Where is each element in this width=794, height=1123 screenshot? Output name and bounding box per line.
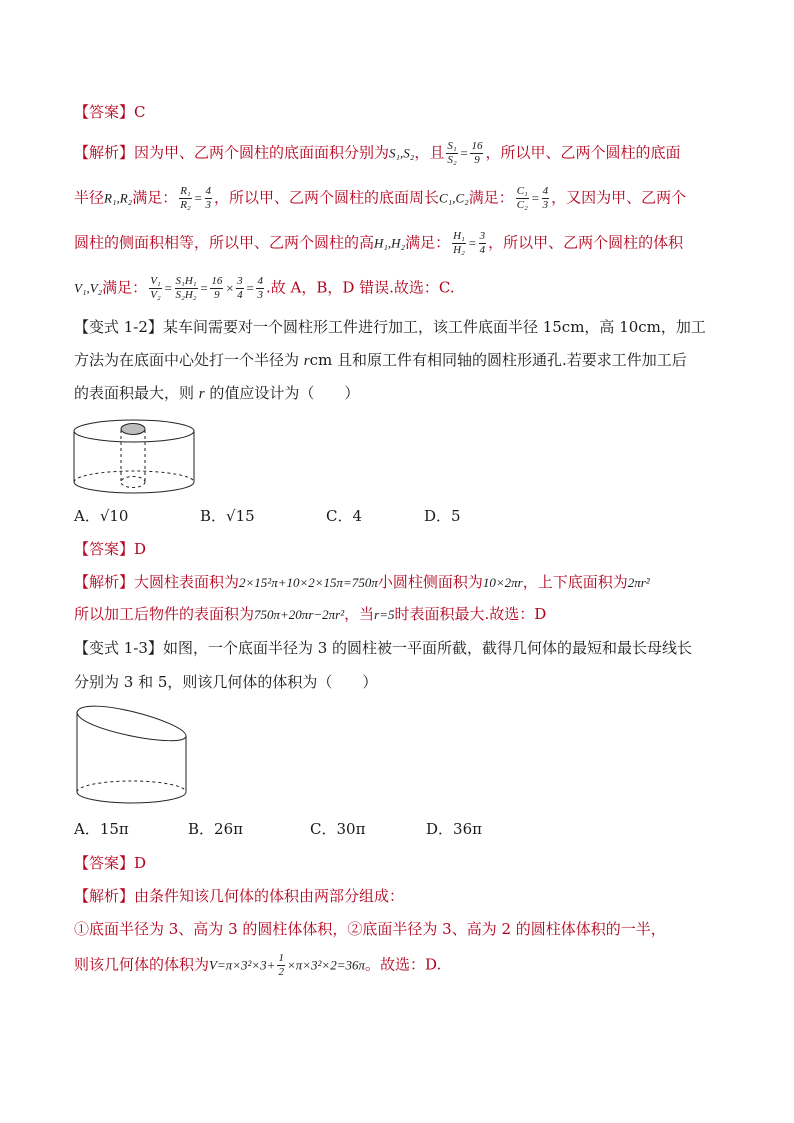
fraction: $\frac{\text{S₁}}{\text{S₂}}$ xyxy=(447,140,457,166)
analysis-text: ，所以甲、乙两个圆柱的底面周长 xyxy=(214,188,440,207)
analysis-text: 满足： xyxy=(405,233,451,252)
analysis-text: .故 A，B，D 错误.故选：C. xyxy=(265,278,455,297)
option-d[interactable]: D．36π xyxy=(426,820,482,838)
fraction: $\frac{4}{3}$ xyxy=(257,275,263,301)
analysis-line-4: V₁,V₂满足： $\frac{\text{V₁}}{\text{V₂}}$ = $\frac{\text{S₁H₁}}{\text{S₂H₂}}$ = $\frac{16}{9}$ × $\frac{3}{4}$ = $\frac{4}{3}$ .故 A，B，D 错误.故选：C. xyxy=(74,275,455,301)
answer-label: 【答案】 xyxy=(74,540,135,558)
analysis-text: 则该几何体的体积为 xyxy=(74,955,210,974)
analysis-text: ，所以甲、乙两个圆柱的底面 xyxy=(485,143,681,162)
options-row-2 xyxy=(74,818,482,840)
truncated-cylinder-figure xyxy=(74,700,190,810)
analysis-text: 所以加工后物件的表面积为 xyxy=(74,605,255,623)
math-expr: 750π+20πr−2πr² xyxy=(254,607,345,622)
option-d[interactable]: D．5 xyxy=(424,507,461,525)
fraction: $\frac{\text{H₁}}{\text{H₂}}$ xyxy=(453,230,465,256)
question-line-3 xyxy=(74,382,359,405)
answer-value: D xyxy=(134,854,147,872)
answer-label: 【答案】 xyxy=(74,854,135,872)
analysis-line-5 xyxy=(74,571,650,594)
options-row-1 xyxy=(74,505,461,527)
math-expr: r=5 xyxy=(374,607,395,622)
analysis-text: 满足： xyxy=(132,188,178,207)
analysis-line-7 xyxy=(74,885,404,907)
math-eq: = xyxy=(459,145,469,161)
fraction: $\frac{16}{9}$ xyxy=(471,140,483,166)
answer-value: C xyxy=(134,103,146,121)
option-c[interactable]: C．30π xyxy=(310,820,366,838)
fraction: $\frac{\text{R₁}}{\text{R₂}}$ xyxy=(180,185,191,211)
option-a[interactable]: A．√10 xyxy=(74,507,129,525)
question-text: 方法为在底面中心处打一个半径为 xyxy=(74,351,304,369)
option-c[interactable]: C．4 xyxy=(326,507,363,525)
question-text: 某车间需要对一个圆柱形工件进行加工，该工件底面半径 15cm，高 10cm，加工 xyxy=(162,318,706,336)
fraction: $\frac{3}{4}$ xyxy=(479,230,486,256)
analysis-text: 。故选：D. xyxy=(364,955,442,974)
analysis-text: 大圆柱表面积为 xyxy=(134,573,240,591)
math-vars: V₁,V₂ xyxy=(74,280,103,296)
answer-label: 【答案】 xyxy=(74,103,135,121)
analysis-text: ，上下底面积为 xyxy=(522,573,628,591)
analysis-label: 【解析】 xyxy=(74,143,135,162)
answer-value: D xyxy=(134,540,147,558)
math-vars: H₁,H₂ xyxy=(374,235,406,251)
question-text: 的值应设计为（ ） xyxy=(204,384,360,402)
question-label: 【变式 1-2】 xyxy=(74,318,163,336)
analysis-text: 时表面积最大.故选：D xyxy=(394,605,547,623)
question-line-5 xyxy=(74,671,377,693)
fraction: $\frac{\text{C₁}}{\text{C₂}}$ xyxy=(516,185,528,211)
option-a[interactable]: A．15π xyxy=(74,820,129,838)
question-line-2 xyxy=(74,349,687,372)
analysis-line-3: 圆柱的侧面积相等，所以甲、乙两个圆柱的高H₁,H₂满足： $\frac{\text{H₁}}{\text{H₂}}$ = $\frac{3}{4}$ ，所以甲、乙两个圆柱的体积 xyxy=(74,230,684,256)
math-expr: 10×2πr xyxy=(482,575,523,590)
analysis-text: ①底面半径为 3、高为 3 的圆柱体体积，②底面半径为 3、高为 2 的圆柱体体积的一半， xyxy=(74,920,666,938)
analysis-text: 满足： xyxy=(468,188,514,207)
math-vars: R₁,R₂ xyxy=(104,190,133,206)
question-line-4 xyxy=(74,637,692,659)
fraction: $\frac{1}{2}$ xyxy=(278,952,284,978)
analysis-label: 【解析】 xyxy=(74,573,135,591)
analysis-text: ，且 xyxy=(414,143,445,162)
math-vars: C₁,C₂ xyxy=(439,190,469,206)
fraction: $\frac{4}{3}$ xyxy=(205,185,212,211)
math-vars: S₁,S₂ xyxy=(389,145,415,161)
fraction: $\frac{3}{4}$ xyxy=(237,275,243,301)
analysis-line-9 xyxy=(74,952,441,979)
analysis-line-8 xyxy=(74,918,666,940)
fraction: $\frac{16}{9}$ xyxy=(211,275,223,301)
analysis-text: 半径 xyxy=(74,188,105,207)
option-b[interactable]: B．26π xyxy=(188,820,243,838)
math-expr: 2×15²π+10×2×15π=750π xyxy=(239,575,378,590)
analysis-text: 由条件知该几何体的体积由两部分组成： xyxy=(134,887,405,905)
math-expr: V=π×3²×3+ xyxy=(209,957,276,973)
question-text: cm 且和原工件有相同轴的圆柱形通孔.若要求工件加工后 xyxy=(309,351,687,369)
math-var: r xyxy=(303,353,310,369)
analysis-text: ，所以甲、乙两个圆柱的体积 xyxy=(488,233,684,252)
cylinder-with-hole-figure xyxy=(72,418,196,496)
analysis-line-1 xyxy=(74,140,680,167)
analysis-text: 圆柱的侧面积相等，所以甲、乙两个圆柱的高 xyxy=(74,233,375,252)
question-text: 分别为 3 和 5，则该几何体的体积为（ ） xyxy=(74,673,378,691)
question-label: 【变式 1-3】 xyxy=(74,639,163,657)
fraction: $\frac{4}{3}$ xyxy=(542,185,549,211)
analysis-text: 小圆柱侧面积为 xyxy=(377,573,483,591)
analysis-text: 因为甲、乙两个圆柱的底面面积分别为 xyxy=(134,143,390,162)
math-expr: ×π×3²×2=36π xyxy=(286,957,365,973)
math-var: r xyxy=(198,386,205,402)
question-text: 的表面积最大，则 xyxy=(74,384,199,402)
question-text: 如图，一个底面半径为 3 的圆柱被一平面所截，截得几何体的最短和最长母线长 xyxy=(162,639,693,657)
fraction: $\frac{\text{S₁H₁}}{\text{S₂H₂}}$ xyxy=(175,275,197,301)
question-line-1 xyxy=(74,316,706,338)
analysis-text: ，又因为甲、乙两个 xyxy=(551,188,687,207)
analysis-text: 满足： xyxy=(102,278,148,297)
answer-line-1 xyxy=(74,101,146,123)
analysis-label: 【解析】 xyxy=(74,887,135,905)
option-b[interactable]: B．√15 xyxy=(200,507,255,525)
analysis-line-6 xyxy=(74,603,546,626)
analysis-line-2: 半径R₁,R₂满足： $\frac{\text{R₁}}{\text{R₂}}$ = $\frac{4}{3}$ ，所以甲、乙两个圆柱的底面周长C₁,C₂满足： $\frac{\text{C₁}}{\text{C₂}}$ = $\frac{4}{3}$ ，又因为甲、乙两个 xyxy=(74,185,687,211)
analysis-text: ，当 xyxy=(344,605,375,623)
fraction: $\frac{\text{V₁}}{\text{V₂}}$ xyxy=(150,275,161,301)
answer-line-3 xyxy=(74,852,146,874)
answer-line-2 xyxy=(74,538,146,560)
math-expr: 2πr² xyxy=(627,575,650,590)
